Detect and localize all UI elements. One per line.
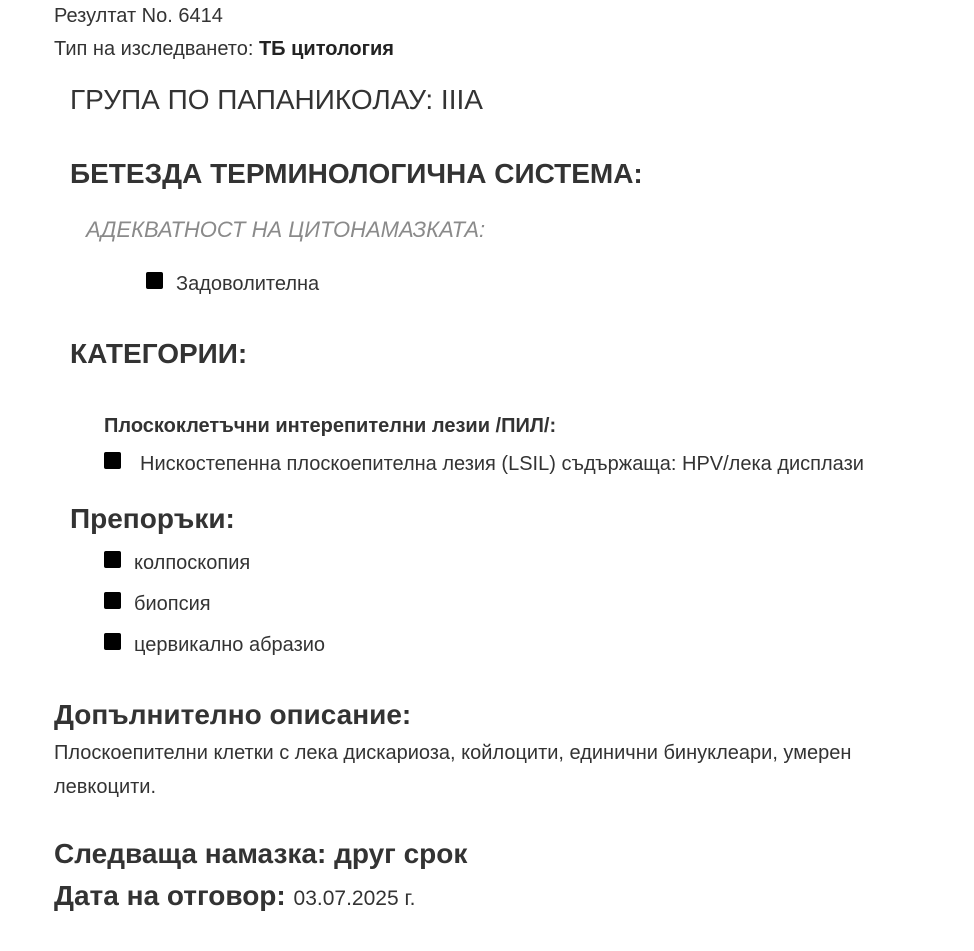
bullet-icon (146, 272, 163, 289)
bullet-icon (104, 551, 121, 568)
adequacy-heading: АДЕКВАТНОСТ НА ЦИТОНАМАЗКАТА: (86, 217, 486, 242)
bethesda-heading: БЕТЕЗДА ТЕРМИНОЛОГИЧНА СИСТЕМА: (70, 158, 643, 189)
next-smear (54, 838, 467, 870)
result-number-text: Резултат No. 6414 (54, 5, 223, 27)
answer-date-label: Дата на отговор: (54, 880, 294, 911)
recommendation-text: биопсия (134, 593, 211, 615)
categories-heading: КАТЕГОРИИ: (70, 338, 248, 369)
adequacy-value: Задоволителна (176, 273, 320, 295)
answer-date-value: 03.07.2025 г. (293, 887, 416, 910)
recommendation-item (104, 552, 250, 575)
category-item-text: Нискостепенна плоскоепителна лезия (LSIL) съдържаща: HPV/лека дисплази (140, 453, 864, 475)
additional-description-line2: левкоцити. (54, 776, 157, 798)
next-smear-value: друг срок (334, 838, 468, 869)
result-number (54, 5, 223, 28)
recommendation-text: цервикално абразио (134, 634, 326, 656)
additional-description-line1: Плоскоепителни клетки с лека дискариоза, койлоцити, единични бинуклеари, умерен (54, 742, 852, 764)
category-item (104, 453, 864, 476)
study-type (54, 38, 394, 61)
adequacy-item (146, 273, 319, 296)
recommendation-text: колпоскопия (134, 552, 251, 574)
bullet-icon (104, 633, 121, 650)
next-smear-label: Следваща намазка: (54, 838, 335, 869)
study-type-value: ТБ цитология (258, 38, 394, 60)
recommendation-item (104, 634, 325, 657)
bullet-icon (104, 592, 121, 609)
pap-group-title: ГРУПА ПО ПАПАНИКОЛАУ: IIIA (70, 84, 483, 115)
study-type-label: Тип на изследването: (54, 38, 259, 60)
recommendation-item (104, 593, 211, 616)
category-group-label: Плоскоклетъчни интерепителни лезии /ПИЛ/: (104, 415, 557, 437)
answer-date (54, 880, 415, 912)
additional-description-heading: Допълнително описание: (54, 699, 412, 730)
bullet-icon (104, 452, 121, 469)
recommendations-heading: Препоръки: (70, 503, 235, 534)
